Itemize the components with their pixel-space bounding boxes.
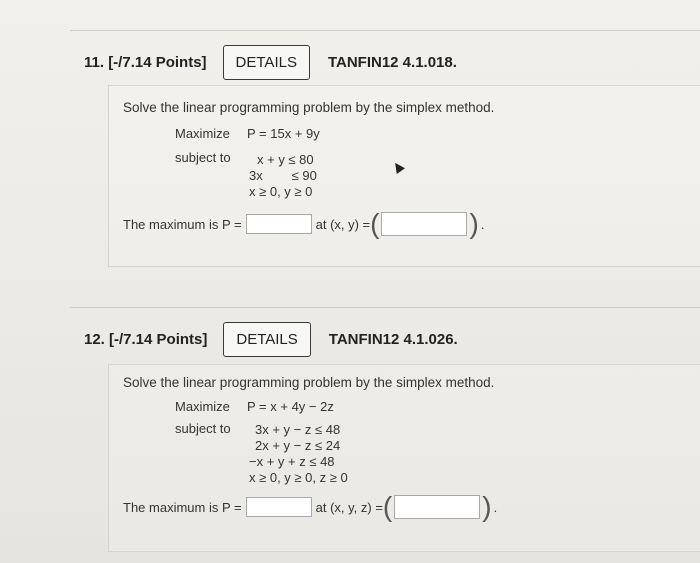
objective-function: P = x + 4y − 2z	[247, 399, 334, 414]
constraint-nonneg: x ≥ 0, y ≥ 0	[249, 184, 313, 199]
constraint-2: 3x ≤ 90	[249, 168, 317, 183]
answer-at: at (x, y, z) =	[315, 499, 383, 515]
subject-to-label: subject to	[175, 421, 231, 436]
constraint-2: 2x + y − z ≤ 24	[255, 438, 341, 453]
question-body	[108, 85, 700, 267]
answer-prefix: The maximum is P =	[123, 216, 242, 232]
maximize-label: Maximize	[175, 126, 230, 141]
question-11	[70, 30, 700, 281]
close-paren: )	[469, 208, 479, 239]
question-header	[84, 322, 458, 357]
period: .	[480, 216, 485, 232]
constraint-nonneg: x ≥ 0, y ≥ 0, z ≥ 0	[249, 470, 348, 485]
period: .	[493, 499, 498, 515]
question-number: 12. [-/7.14 Points]	[84, 331, 208, 348]
question-prompt: Solve the linear programming problem by the simplex method.	[123, 100, 495, 115]
objective-function: P = 15x + 9y	[247, 126, 320, 141]
answer-prefix: The maximum is P =	[123, 499, 242, 515]
details-button[interactable]: DETAILS	[223, 322, 310, 357]
close-paren: )	[482, 491, 492, 522]
question-code: TANFIN12 4.1.018.	[327, 54, 457, 71]
p-value-input[interactable]	[246, 497, 312, 517]
answer-row	[123, 210, 484, 238]
open-paren: (	[382, 491, 393, 522]
question-header	[84, 45, 457, 80]
constraint-3: −x + y + z ≤ 48	[249, 454, 335, 469]
point-input[interactable]	[394, 495, 480, 519]
maximize-label: Maximize	[175, 399, 230, 414]
details-button[interactable]: DETAILS	[223, 45, 310, 80]
question-prompt: Solve the linear programming problem by the simplex method.	[123, 375, 495, 390]
answer-at: at (x, y) =	[315, 216, 371, 232]
question-code: TANFIN12 4.1.026.	[328, 331, 458, 348]
question-12	[70, 307, 700, 558]
point-input[interactable]	[381, 212, 467, 236]
p-value-input[interactable]	[246, 214, 312, 234]
question-body	[108, 364, 700, 552]
constraint-1: 3x + y − z ≤ 48	[255, 422, 341, 437]
open-paren: (	[370, 208, 380, 239]
constraint-1: x + y ≤ 80	[257, 152, 314, 167]
answer-row	[123, 493, 497, 521]
subject-to-label: subject to	[175, 150, 231, 165]
question-number: 11. [-/7.14 Points]	[84, 54, 207, 71]
